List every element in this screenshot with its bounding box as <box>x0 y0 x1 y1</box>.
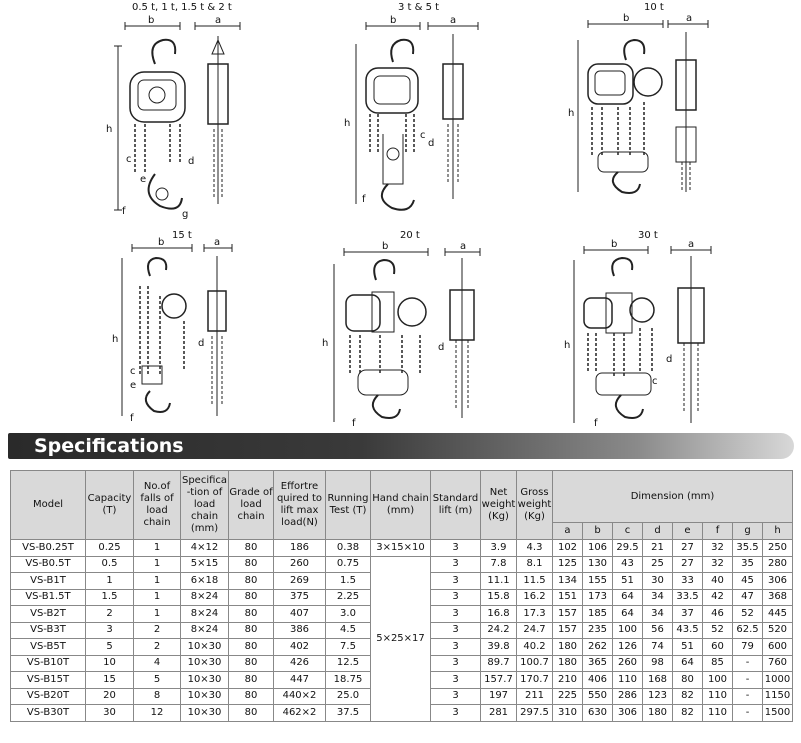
hoist-drawing-20t <box>320 240 490 430</box>
cell-dim-d: 180 <box>643 705 673 722</box>
cell-grade: 80 <box>229 606 274 623</box>
hoist-drawing-30t <box>566 238 726 433</box>
specifications-body <box>11 540 793 722</box>
cell-net-weight: 11.1 <box>481 573 517 590</box>
cell-falls: 1 <box>134 556 181 573</box>
cell-dim-h: 1000 <box>763 672 793 689</box>
cell-net-weight: 89.7 <box>481 655 517 672</box>
cell-dim-d: 98 <box>643 655 673 672</box>
svg-text:b: b <box>382 241 389 252</box>
cell-dim-a: 180 <box>553 655 583 672</box>
header-capacity: Capacity (T) <box>86 471 134 540</box>
header-dim-d: d <box>643 523 673 540</box>
svg-text:d: d <box>428 138 435 149</box>
cell-dim-b: 365 <box>583 655 613 672</box>
cell-dim-a: 134 <box>553 573 583 590</box>
cell-chain-spec: 10×30 <box>181 688 229 705</box>
cell-capacity: 10 <box>86 655 134 672</box>
table-row <box>11 556 793 573</box>
svg-text:e: e <box>130 380 137 391</box>
svg-text:c: c <box>652 376 658 387</box>
cell-dim-f: 110 <box>703 705 733 722</box>
cell-dim-e: 64 <box>673 655 703 672</box>
cell-net-weight: 39.8 <box>481 639 517 656</box>
header-dim-c: c <box>613 523 643 540</box>
cell-dim-f: 32 <box>703 540 733 557</box>
cell-falls: 2 <box>134 639 181 656</box>
cell-running-test: 3.0 <box>326 606 371 623</box>
hoist-drawing-10t <box>568 12 718 197</box>
svg-text:a: a <box>688 239 695 250</box>
cell-dim-h: 445 <box>763 606 793 623</box>
svg-text:f: f <box>130 413 134 424</box>
cell-dim-b: 630 <box>583 705 613 722</box>
cell-effort: 186 <box>274 540 326 557</box>
cell-running-test: 25.0 <box>326 688 371 705</box>
cell-dim-h: 280 <box>763 556 793 573</box>
capacity-label-small: 0.5 t, 1 t, 1.5 t & 2 t <box>132 2 232 13</box>
cell-dim-f: 85 <box>703 655 733 672</box>
cell-dim-h: 600 <box>763 639 793 656</box>
cell-dim-a: 210 <box>553 672 583 689</box>
cell-standard-lift: 3 <box>431 688 481 705</box>
cell-gross-weight: 4.3 <box>517 540 553 557</box>
cell-dim-g: 45 <box>733 573 763 590</box>
cell-falls: 1 <box>134 589 181 606</box>
cell-dim-b: 406 <box>583 672 613 689</box>
cell-dim-e: 43.5 <box>673 622 703 639</box>
header-effort: Effortre quired to lift max load(N) <box>274 471 326 540</box>
cell-falls: 1 <box>134 573 181 590</box>
cell-dim-d: 123 <box>643 688 673 705</box>
cell-dim-d: 25 <box>643 556 673 573</box>
section-title: Specifications <box>34 435 184 457</box>
header-dim-f: f <box>703 523 733 540</box>
cell-running-test: 4.5 <box>326 622 371 639</box>
table-row <box>11 540 793 557</box>
svg-text:f: f <box>594 418 598 429</box>
cell-grade: 80 <box>229 622 274 639</box>
header-chain-spec: Specifica -tion of load chain (mm) <box>181 471 229 540</box>
cell-falls: 8 <box>134 688 181 705</box>
cell-gross-weight: 40.2 <box>517 639 553 656</box>
cell-running-test: 18.75 <box>326 672 371 689</box>
header-dimension: Dimension (mm) <box>553 471 793 523</box>
cell-effort: 440×2 <box>274 688 326 705</box>
cell-dim-f: 42 <box>703 589 733 606</box>
svg-text:e: e <box>140 174 147 185</box>
hoist-drawing-small <box>100 14 260 224</box>
cell-dim-e: 82 <box>673 688 703 705</box>
cell-chain-spec: 5×15 <box>181 556 229 573</box>
cell-grade: 80 <box>229 672 274 689</box>
cell-model: VS-B10T <box>11 655 86 672</box>
cell-dim-g: 62.5 <box>733 622 763 639</box>
svg-text:b: b <box>611 239 618 250</box>
svg-text:h: h <box>344 118 351 129</box>
header-running-test: Running Test (T) <box>326 471 371 540</box>
cell-running-test: 1.5 <box>326 573 371 590</box>
cell-effort: 269 <box>274 573 326 590</box>
cell-running-test: 7.5 <box>326 639 371 656</box>
cell-model: VS-B20T <box>11 688 86 705</box>
cell-dim-c: 64 <box>613 589 643 606</box>
svg-text:g: g <box>182 209 189 220</box>
cell-capacity: 2 <box>86 606 134 623</box>
cell-dim-d: 168 <box>643 672 673 689</box>
cell-gross-weight: 16.2 <box>517 589 553 606</box>
cell-dim-e: 27 <box>673 556 703 573</box>
cell-dim-g: 35.5 <box>733 540 763 557</box>
cell-effort: 386 <box>274 622 326 639</box>
cell-dim-e: 27 <box>673 540 703 557</box>
svg-text:a: a <box>215 15 222 26</box>
cell-standard-lift: 3 <box>431 622 481 639</box>
cell-dim-a: 157 <box>553 606 583 623</box>
header-net-weight: Net weight (Kg) <box>481 471 517 540</box>
cell-chain-spec: 8×24 <box>181 622 229 639</box>
svg-text:a: a <box>686 13 693 24</box>
cell-dim-d: 56 <box>643 622 673 639</box>
cell-dim-h: 520 <box>763 622 793 639</box>
header-dim-e: e <box>673 523 703 540</box>
cell-chain-spec: 8×24 <box>181 606 229 623</box>
cell-net-weight: 3.9 <box>481 540 517 557</box>
svg-text:d: d <box>188 156 195 167</box>
cell-dim-c: 100 <box>613 622 643 639</box>
cell-dim-a: 102 <box>553 540 583 557</box>
cell-grade: 80 <box>229 556 274 573</box>
cell-effort: 462×2 <box>274 705 326 722</box>
cell-dim-e: 51 <box>673 639 703 656</box>
cell-dim-g: - <box>733 688 763 705</box>
cell-capacity: 3 <box>86 622 134 639</box>
cell-chain-spec: 6×18 <box>181 573 229 590</box>
cell-dim-c: 29.5 <box>613 540 643 557</box>
cell-dim-d: 34 <box>643 589 673 606</box>
cell-dim-c: 286 <box>613 688 643 705</box>
header-falls: No.of falls of load chain <box>134 471 181 540</box>
cell-chain-spec: 10×30 <box>181 672 229 689</box>
cell-falls: 12 <box>134 705 181 722</box>
svg-text:b: b <box>158 237 165 248</box>
svg-text:a: a <box>214 237 221 248</box>
header-dim-a: a <box>553 523 583 540</box>
cell-dim-c: 51 <box>613 573 643 590</box>
cell-effort: 402 <box>274 639 326 656</box>
cell-model: VS-B0.25T <box>11 540 86 557</box>
hoist-drawing-3-5t <box>338 14 498 214</box>
header-dim-g: g <box>733 523 763 540</box>
svg-text:a: a <box>460 241 467 252</box>
cell-dim-f: 40 <box>703 573 733 590</box>
cell-gross-weight: 17.3 <box>517 606 553 623</box>
capacity-label-3-5t: 3 t & 5 t <box>398 2 440 13</box>
svg-text:f: f <box>122 206 126 217</box>
cell-dim-e: 37 <box>673 606 703 623</box>
cell-model: VS-B5T <box>11 639 86 656</box>
cell-dim-a: 125 <box>553 556 583 573</box>
cell-dim-f: 60 <box>703 639 733 656</box>
cell-dim-a: 151 <box>553 589 583 606</box>
cell-net-weight: 7.8 <box>481 556 517 573</box>
cell-gross-weight: 297.5 <box>517 705 553 722</box>
cell-model: VS-B0.5T <box>11 556 86 573</box>
cell-dim-h: 306 <box>763 573 793 590</box>
cell-grade: 80 <box>229 573 274 590</box>
svg-text:f: f <box>362 194 366 205</box>
svg-text:a: a <box>450 15 457 26</box>
cell-dim-e: 80 <box>673 672 703 689</box>
svg-text:h: h <box>112 334 119 345</box>
cell-dim-e: 82 <box>673 705 703 722</box>
cell-effort: 260 <box>274 556 326 573</box>
cell-net-weight: 157.7 <box>481 672 517 689</box>
header-grade: Grade of load chain <box>229 471 274 540</box>
cell-dim-f: 110 <box>703 688 733 705</box>
cell-capacity: 0.25 <box>86 540 134 557</box>
cell-grade: 80 <box>229 540 274 557</box>
cell-standard-lift: 3 <box>431 540 481 557</box>
cell-dim-d: 34 <box>643 606 673 623</box>
cell-dim-h: 760 <box>763 655 793 672</box>
svg-text:d: d <box>666 354 673 365</box>
svg-text:b: b <box>390 15 397 26</box>
cell-dim-g: 35 <box>733 556 763 573</box>
cell-hand-chain: 3×15×10 <box>371 540 431 557</box>
cell-dim-g: 79 <box>733 639 763 656</box>
cell-dim-b: 106 <box>583 540 613 557</box>
cell-falls: 4 <box>134 655 181 672</box>
cell-effort: 426 <box>274 655 326 672</box>
capacity-label-15t: 15 t <box>172 230 192 241</box>
header-standard-lift: Standard lift (m) <box>431 471 481 540</box>
capacity-label-20t: 20 t <box>400 230 420 241</box>
svg-text:b: b <box>623 13 630 24</box>
cell-falls: 5 <box>134 672 181 689</box>
cell-grade: 80 <box>229 589 274 606</box>
cell-dim-c: 260 <box>613 655 643 672</box>
cell-grade: 80 <box>229 639 274 656</box>
cell-model: VS-B3T <box>11 622 86 639</box>
header-model: Model <box>11 471 86 540</box>
cell-gross-weight: 24.7 <box>517 622 553 639</box>
cell-dim-c: 126 <box>613 639 643 656</box>
cell-running-test: 37.5 <box>326 705 371 722</box>
cell-chain-spec: 8×24 <box>181 589 229 606</box>
cell-dim-c: 110 <box>613 672 643 689</box>
cell-model: VS-B15T <box>11 672 86 689</box>
cell-model: VS-B2T <box>11 606 86 623</box>
cell-gross-weight: 8.1 <box>517 556 553 573</box>
cell-dim-f: 32 <box>703 556 733 573</box>
svg-text:c: c <box>130 366 136 377</box>
cell-dim-a: 157 <box>553 622 583 639</box>
cell-dim-b: 185 <box>583 606 613 623</box>
cell-model: VS-B1T <box>11 573 86 590</box>
cell-standard-lift: 3 <box>431 705 481 722</box>
cell-grade: 80 <box>229 705 274 722</box>
cell-capacity: 1.5 <box>86 589 134 606</box>
cell-standard-lift: 3 <box>431 655 481 672</box>
cell-capacity: 15 <box>86 672 134 689</box>
cell-falls: 1 <box>134 606 181 623</box>
specifications-banner <box>8 433 794 459</box>
cell-dim-a: 180 <box>553 639 583 656</box>
cell-dim-c: 64 <box>613 606 643 623</box>
cell-falls: 2 <box>134 622 181 639</box>
header-hand-chain: Hand chain (mm) <box>371 471 431 540</box>
cell-dim-d: 30 <box>643 573 673 590</box>
cell-dim-a: 225 <box>553 688 583 705</box>
cell-gross-weight: 100.7 <box>517 655 553 672</box>
svg-text:c: c <box>420 130 426 141</box>
cell-running-test: 12.5 <box>326 655 371 672</box>
svg-text:h: h <box>564 340 571 351</box>
cell-standard-lift: 3 <box>431 639 481 656</box>
cell-hand-chain: 5×25×17 <box>371 556 431 721</box>
cell-capacity: 5 <box>86 639 134 656</box>
svg-text:h: h <box>106 124 113 135</box>
cell-chain-spec: 10×30 <box>181 705 229 722</box>
cell-dim-b: 235 <box>583 622 613 639</box>
header-gross-weight: Gross weight (Kg) <box>517 471 553 540</box>
cell-standard-lift: 3 <box>431 573 481 590</box>
svg-text:h: h <box>568 108 575 119</box>
cell-dim-b: 173 <box>583 589 613 606</box>
svg-text:h: h <box>322 338 329 349</box>
specifications-table <box>10 470 793 722</box>
svg-text:f: f <box>352 418 356 429</box>
cell-running-test: 0.75 <box>326 556 371 573</box>
cell-model: VS-B1.5T <box>11 589 86 606</box>
cell-dim-b: 155 <box>583 573 613 590</box>
cell-capacity: 20 <box>86 688 134 705</box>
cell-net-weight: 281 <box>481 705 517 722</box>
cell-dim-b: 262 <box>583 639 613 656</box>
cell-grade: 80 <box>229 688 274 705</box>
capacity-label-10t: 10 t <box>644 2 664 13</box>
cell-dim-f: 100 <box>703 672 733 689</box>
svg-text:d: d <box>438 342 445 353</box>
cell-net-weight: 15.8 <box>481 589 517 606</box>
cell-grade: 80 <box>229 655 274 672</box>
cell-running-test: 2.25 <box>326 589 371 606</box>
cell-dim-f: 46 <box>703 606 733 623</box>
cell-gross-weight: 170.7 <box>517 672 553 689</box>
cell-dim-g: 52 <box>733 606 763 623</box>
cell-capacity: 0.5 <box>86 556 134 573</box>
cell-running-test: 0.38 <box>326 540 371 557</box>
cell-dim-d: 74 <box>643 639 673 656</box>
cell-falls: 1 <box>134 540 181 557</box>
header-dim-h: h <box>763 523 793 540</box>
svg-text:c: c <box>126 154 132 165</box>
header-dim-b: b <box>583 523 613 540</box>
cell-standard-lift: 3 <box>431 606 481 623</box>
capacity-label-30t: 30 t <box>638 230 658 241</box>
cell-effort: 375 <box>274 589 326 606</box>
cell-dim-a: 310 <box>553 705 583 722</box>
cell-dim-c: 43 <box>613 556 643 573</box>
cell-gross-weight: 211 <box>517 688 553 705</box>
cell-dim-h: 1500 <box>763 705 793 722</box>
cell-standard-lift: 3 <box>431 589 481 606</box>
svg-text:d: d <box>198 338 205 349</box>
cell-model: VS-B30T <box>11 705 86 722</box>
cell-effort: 447 <box>274 672 326 689</box>
hoist-drawing-15t <box>112 236 242 426</box>
cell-chain-spec: 4×12 <box>181 540 229 557</box>
cell-standard-lift: 3 <box>431 556 481 573</box>
cell-dim-g: - <box>733 705 763 722</box>
cell-dim-d: 21 <box>643 540 673 557</box>
cell-net-weight: 24.2 <box>481 622 517 639</box>
cell-chain-spec: 10×30 <box>181 655 229 672</box>
dim-b: b <box>148 15 155 26</box>
cell-effort: 407 <box>274 606 326 623</box>
cell-dim-f: 52 <box>703 622 733 639</box>
cell-dim-e: 33.5 <box>673 589 703 606</box>
cell-dim-b: 130 <box>583 556 613 573</box>
cell-net-weight: 197 <box>481 688 517 705</box>
cell-dim-h: 368 <box>763 589 793 606</box>
cell-dim-g: - <box>733 672 763 689</box>
cell-dim-g: - <box>733 655 763 672</box>
cell-dim-g: 47 <box>733 589 763 606</box>
cell-dim-e: 33 <box>673 573 703 590</box>
cell-net-weight: 16.8 <box>481 606 517 623</box>
cell-dim-h: 1150 <box>763 688 793 705</box>
cell-dim-b: 550 <box>583 688 613 705</box>
cell-standard-lift: 3 <box>431 672 481 689</box>
cell-capacity: 30 <box>86 705 134 722</box>
cell-dim-c: 306 <box>613 705 643 722</box>
cell-capacity: 1 <box>86 573 134 590</box>
cell-dim-h: 250 <box>763 540 793 557</box>
cell-gross-weight: 11.5 <box>517 573 553 590</box>
cell-chain-spec: 10×30 <box>181 639 229 656</box>
